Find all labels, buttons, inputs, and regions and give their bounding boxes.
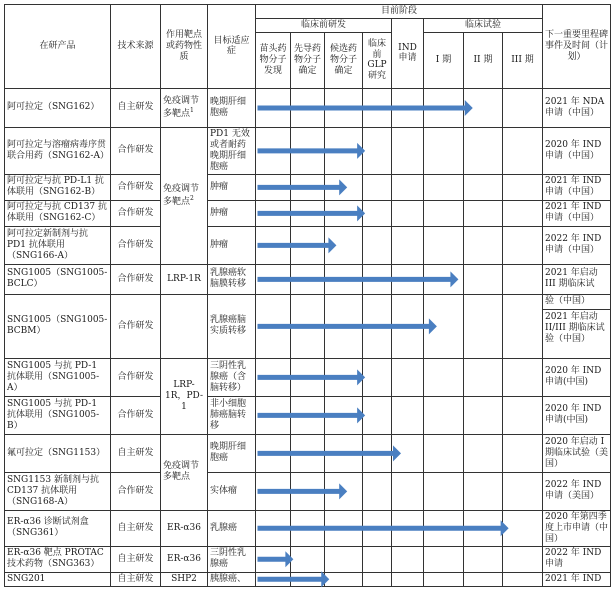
indication: 三阴性乳腺癌（含脑转移） <box>208 358 256 396</box>
indication: 晚期肝细胞癌 <box>208 434 256 472</box>
tech-source: 合作研发 <box>111 294 161 358</box>
milestone: 2022 年 IND 申请 <box>543 546 611 572</box>
tech-source: 自主研发 <box>111 510 161 546</box>
tech-source: 自主研发 <box>111 88 161 127</box>
product-name: ER-α36 诊断试剂盒（SNG361） <box>5 510 111 546</box>
target-mech: SHP2 <box>161 572 208 586</box>
header-preclinical: 临床前研发 <box>256 19 392 33</box>
milestone: 2020 年第四季度上市申请（中国） <box>543 510 611 546</box>
indication: 三阴性乳腺癌 <box>208 546 256 572</box>
table-row <box>5 358 611 396</box>
indication: PD1 无效或者耐药晚期肝细胞癌 <box>208 127 256 174</box>
header-candidate-confirm: 候选药物分子确定 <box>325 32 363 88</box>
product-name: 阿可拉定（SNG162） <box>5 88 111 127</box>
header-lead-confirm: 先导药物分子确定 <box>291 32 325 88</box>
tech-source: 自主研发 <box>111 546 161 572</box>
product-name: 阿可拉定与抗 PD-L1 抗体联用（SNG162-B） <box>5 174 111 200</box>
header-indication: 目标适应症 <box>208 5 256 89</box>
tech-source: 合作研发 <box>111 472 161 510</box>
tech-source: 合作研发 <box>111 396 161 434</box>
indication: 乳腺癌脑实质转移 <box>208 294 256 358</box>
milestone: 2020 年启动 I 期临床试验（美国） <box>543 434 611 472</box>
table-row <box>5 546 611 572</box>
tech-source: 自主研发 <box>111 434 161 472</box>
indication: 实体瘤 <box>208 472 256 510</box>
tech-source: 合作研发 <box>111 264 161 294</box>
header-product: 在研产品 <box>5 5 111 89</box>
table-row <box>5 88 611 127</box>
header-glp: 临床前GLP研究 <box>363 32 392 88</box>
indication: 乳腺癌 <box>208 510 256 546</box>
indication: 非小细胞肺癌脑转移 <box>208 396 256 434</box>
product-name: SNG1005（SNG1005-BCLC） <box>5 264 111 294</box>
header-source: 技术来源 <box>111 5 161 89</box>
header-milestone: 下一重要里程碑事件及时间（计划） <box>543 5 611 89</box>
indication: 肿瘤 <box>208 200 256 226</box>
table-row <box>5 174 611 200</box>
product-name: SNG1005 与抗 PD-1 抗体联用（SNG1005-A） <box>5 358 111 396</box>
product-name: SNG1153 新制剂与抗 CD137 抗体联用（SNG168-A） <box>5 472 111 510</box>
product-name: 氟可拉定（SNG1153） <box>5 434 111 472</box>
indication: 肿瘤 <box>208 226 256 264</box>
table-row <box>5 200 611 226</box>
tech-source: 自主研发 <box>111 572 161 586</box>
target-mech: 免疫调节多靶点$^1$ <box>161 88 208 127</box>
target-mech: LRP-1R <box>161 264 208 294</box>
header-current-stage: 目前阶段 <box>256 5 543 19</box>
table-row <box>5 226 611 264</box>
tech-source: 合作研发 <box>111 200 161 226</box>
table-row <box>5 572 611 586</box>
milestone: 2021 年 NDA 申请（中国） <box>543 88 611 127</box>
milestone: 2022 年 IND 申请（中国） <box>543 226 611 264</box>
pipeline-table <box>4 4 611 587</box>
header-target-mech: 作用靶点或药物性质 <box>161 5 208 89</box>
product-name: SNG201 <box>5 572 111 586</box>
table-row <box>5 396 611 434</box>
table-row <box>5 264 611 294</box>
tech-source: 合作研发 <box>111 226 161 264</box>
table-row <box>5 434 611 472</box>
header-phase3: III 期 <box>503 32 543 88</box>
milestone: 2020 年 IND 申请(中国) <box>543 358 611 396</box>
tech-source: 合作研发 <box>111 358 161 396</box>
header-ind: IND申请 <box>392 19 424 89</box>
milestone: 2020 年 IND 申请（中国） <box>543 127 611 174</box>
product-name: 阿可拉定新制剂与抗 PD1 抗体联用（SNG166-A） <box>5 226 111 264</box>
target-mech: ER-α36 <box>161 510 208 546</box>
product-name: ER-α36 靶点 PROTAC 技术药物（SNG363） <box>5 546 111 572</box>
milestone: 验（中国） 2021 年启动 II/III 期临床试验（中国） <box>543 294 611 358</box>
table-row <box>5 294 611 358</box>
table-row <box>5 510 611 546</box>
target-mech: 免疫调节多靶点$^2$ <box>161 127 208 264</box>
tech-source: 合作研发 <box>111 127 161 174</box>
milestone: 2022 年 IND 申请（美国） <box>543 472 611 510</box>
indication: 胰腺癌、 <box>208 572 256 586</box>
milestone: 2021 年 IND 申请（中国） <box>543 200 611 226</box>
milestone: 2020 年 IND 申请(中国) <box>543 396 611 434</box>
table-row <box>5 127 611 174</box>
product-name: 阿可拉定与抗 CD137 抗体联用（SNG162-C） <box>5 200 111 226</box>
product-name: SNG1005 与抗 PD-1 抗体联用（SNG1005-B） <box>5 396 111 434</box>
header-phase2: II 期 <box>464 32 503 88</box>
indication: 乳腺癌软脑膜转移 <box>208 264 256 294</box>
milestone: 2021 年 IND <box>543 572 611 586</box>
indication: 晚期肝细胞癌 <box>208 88 256 127</box>
header-lead-discovery: 苗头药物分子发现 <box>256 32 291 88</box>
table-row <box>5 472 611 510</box>
target-mech: LRP-1R，PD-1 <box>161 358 208 434</box>
tech-source: 合作研发 <box>111 174 161 200</box>
header-clinical: 临床试验 <box>424 19 543 33</box>
indication: 肿瘤 <box>208 174 256 200</box>
milestone: 2021 年启动 III 期临床试 <box>543 264 611 294</box>
target-mech: ER-α36 <box>161 546 208 572</box>
header-phase1: I 期 <box>424 32 464 88</box>
milestone: 2021 年 IND 申请（中国） <box>543 174 611 200</box>
product-name: 阿可拉定与溶瘤病毒序贯联合用药（SNG162-A） <box>5 127 111 174</box>
target-mech: 免疫调节多靶点 <box>161 434 208 510</box>
product-name: SNG1005（SNG1005-BCBM） <box>5 294 111 358</box>
